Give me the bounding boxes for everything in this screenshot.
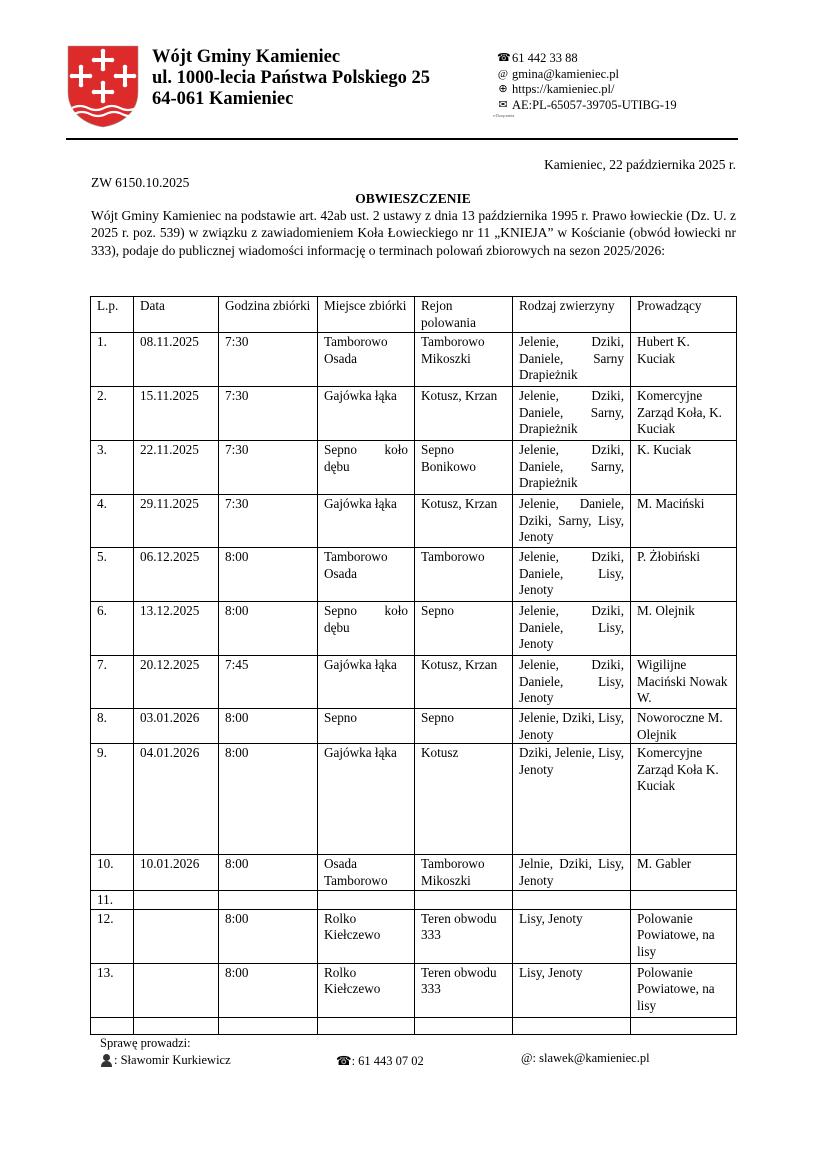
contact-block bbox=[497, 51, 677, 113]
hunt-schedule-table bbox=[90, 296, 737, 1035]
table-cell: 8:00 bbox=[219, 548, 318, 602]
contact-edelivery bbox=[497, 98, 677, 114]
table-cell bbox=[513, 1017, 631, 1034]
office-header bbox=[152, 47, 430, 110]
contact-website[interactable] bbox=[497, 82, 677, 98]
contact-phone bbox=[497, 51, 677, 67]
table-cell: Teren obwodu 333 bbox=[415, 963, 513, 1017]
office-name: Wójt Gminy Kamieniec bbox=[152, 47, 341, 67]
table-row bbox=[91, 656, 737, 709]
case-handler-phone-text: : 61 443 07 02 bbox=[351, 1054, 424, 1068]
table-cell: Jelenie, Daniele, Dziki, Sarny, Lisy, Jenoty bbox=[513, 495, 631, 548]
document-heading: OBWIESZCZENIE bbox=[355, 191, 471, 206]
table-cell: K. Kuciak bbox=[631, 441, 737, 495]
header-cell: Rejon polowania bbox=[415, 297, 513, 333]
table-cell: 7:30 bbox=[219, 495, 318, 548]
table-cell bbox=[219, 1017, 318, 1034]
case-handler-email-text[interactable]: : slawek@kamieniec.pl bbox=[532, 1051, 650, 1065]
table-cell bbox=[134, 909, 219, 963]
table-cell: Lisy, Jenoty bbox=[513, 963, 631, 1017]
table-cell bbox=[134, 891, 219, 910]
contact-email-text[interactable]: gmina@kamieniec.pl bbox=[512, 66, 619, 81]
table-cell bbox=[631, 891, 737, 910]
table-cell: Osada Tamborowo bbox=[318, 855, 415, 891]
table-cell: 8:00 bbox=[219, 963, 318, 1017]
table-cell: 4. bbox=[91, 495, 134, 548]
table-cell: Sepno koło dębu bbox=[318, 602, 415, 656]
table-cell: 7:30 bbox=[219, 333, 318, 387]
table-cell: 29.11.2025 bbox=[134, 495, 219, 548]
office-postcode-city: 64-061 Kamieniec bbox=[152, 89, 294, 109]
table-cell: Wigilijne Maciński Nowak W. bbox=[631, 656, 737, 709]
table-cell: 7:30 bbox=[219, 441, 318, 495]
table-cell: 10.01.2026 bbox=[134, 855, 219, 891]
header-cell: Godzina zbiórki bbox=[219, 297, 318, 333]
case-handler-phone bbox=[336, 1053, 424, 1069]
table-cell: 12. bbox=[91, 909, 134, 963]
table-cell: Jelenie, Dziki, Daniele, Sarny Drapieżnik bbox=[513, 333, 631, 387]
table-row bbox=[91, 909, 737, 963]
table-cell: 8. bbox=[91, 709, 134, 744]
table-row bbox=[91, 963, 737, 1017]
contact-email[interactable] bbox=[497, 67, 677, 83]
table-cell: 5. bbox=[91, 548, 134, 602]
table-cell: Jelenie, Dziki, Daniele, Lisy, Jenoty bbox=[513, 548, 631, 602]
table-row bbox=[91, 744, 737, 855]
table-row bbox=[91, 602, 737, 656]
table-cell: Noworoczne M. Olejnik bbox=[631, 709, 737, 744]
table-cell: Gajówka łąka bbox=[318, 387, 415, 441]
table-cell: M. Maciński bbox=[631, 495, 737, 548]
table-cell bbox=[134, 1017, 219, 1034]
case-handler-email[interactable] bbox=[521, 1051, 650, 1066]
case-handler bbox=[100, 1053, 231, 1068]
table-cell: 13.12.2025 bbox=[134, 602, 219, 656]
table-cell: Gajówka łąka bbox=[318, 744, 415, 855]
table-cell: 8:00 bbox=[219, 909, 318, 963]
table-cell: 7:30 bbox=[219, 387, 318, 441]
table-cell: 8:00 bbox=[219, 855, 318, 891]
table-header-row bbox=[91, 297, 737, 333]
table-cell: 06.12.2025 bbox=[134, 548, 219, 602]
table-cell: 08.11.2025 bbox=[134, 333, 219, 387]
table-cell: Tamborowo Mikoszki bbox=[415, 333, 513, 387]
edelivery-label: e-Doręczenia bbox=[493, 113, 515, 118]
table-cell: 03.01.2026 bbox=[134, 709, 219, 744]
table-cell: Sepno bbox=[318, 709, 415, 744]
table-cell: 10. bbox=[91, 855, 134, 891]
table-cell: 9. bbox=[91, 744, 134, 855]
table-row bbox=[91, 548, 737, 602]
table-cell: 13. bbox=[91, 963, 134, 1017]
at-icon: @ bbox=[497, 67, 509, 80]
table-cell: 8:00 bbox=[219, 744, 318, 855]
table-cell: 3. bbox=[91, 441, 134, 495]
table-cell: Kotusz bbox=[415, 744, 513, 855]
table-cell: Gajówka łąka bbox=[318, 495, 415, 548]
table-cell: Komercyjne Zarząd Koła, K. Kuciak bbox=[631, 387, 737, 441]
table-cell: 7:45 bbox=[219, 656, 318, 709]
at-icon: @ bbox=[521, 1051, 533, 1065]
table-row bbox=[91, 387, 737, 441]
header-divider bbox=[66, 138, 738, 140]
table-cell bbox=[219, 891, 318, 910]
reference-number: ZW 6150.10.2025 bbox=[91, 175, 190, 190]
table-cell: 1. bbox=[91, 333, 134, 387]
table-cell: Teren obwodu 333 bbox=[415, 909, 513, 963]
table-cell: Tamborowo Mikoszki bbox=[415, 855, 513, 891]
table-cell: Jelnie, Dziki, Lisy, Jenoty bbox=[513, 855, 631, 891]
table-cell: Kotusz, Krzan bbox=[415, 656, 513, 709]
header-cell: L.p. bbox=[91, 297, 134, 333]
contact-edelivery-text: AE:PL-65057-39705-UTIBG-19 bbox=[512, 97, 677, 112]
table-cell: 20.12.2025 bbox=[134, 656, 219, 709]
table-cell: 04.01.2026 bbox=[134, 744, 219, 855]
table-cell bbox=[513, 891, 631, 910]
phone-icon: ☎ bbox=[336, 1054, 352, 1068]
table-cell: Tamborowo Osada bbox=[318, 333, 415, 387]
table-cell: Kotusz, Krzan bbox=[415, 495, 513, 548]
table-cell: Sepno koło dębu bbox=[318, 441, 415, 495]
table-cell bbox=[415, 891, 513, 910]
header-cell: Prowadzący bbox=[631, 297, 737, 333]
table-cell: Jelenie, Dziki, Daniele, Sarny, Drapieżnik bbox=[513, 441, 631, 495]
table-row bbox=[91, 333, 737, 387]
table-cell: 2. bbox=[91, 387, 134, 441]
coat-of-arms-logo bbox=[66, 44, 140, 128]
table-row bbox=[91, 855, 737, 891]
table-cell: 22.11.2025 bbox=[134, 441, 219, 495]
table-cell bbox=[91, 1017, 134, 1034]
table-cell: Jelenie, Dziki, Daniele, Lisy, Jenoty bbox=[513, 602, 631, 656]
table-cell: Rolko Kiełczewo bbox=[318, 909, 415, 963]
table-cell: Komercyjne Zarząd Koła K. Kuciak bbox=[631, 744, 737, 855]
table-cell: M. Gabler bbox=[631, 855, 737, 891]
table-row bbox=[91, 441, 737, 495]
table-cell: Dziki, Jelenie, Lisy, Jenoty bbox=[513, 744, 631, 855]
table-row bbox=[91, 709, 737, 744]
table-row bbox=[91, 891, 737, 910]
case-handler-name: : Sławomir Kurkiewicz bbox=[114, 1053, 231, 1067]
table-cell: 8:00 bbox=[219, 709, 318, 744]
table-cell: Kotusz, Krzan bbox=[415, 387, 513, 441]
table-cell bbox=[318, 1017, 415, 1034]
office-street: ul. 1000-lecia Państwa Polskiego 25 bbox=[152, 68, 431, 88]
table-cell: Rolko Kiełczewo bbox=[318, 963, 415, 1017]
table-cell: 15.11.2025 bbox=[134, 387, 219, 441]
table-cell bbox=[134, 963, 219, 1017]
table-row bbox=[91, 495, 737, 548]
person-icon bbox=[100, 1054, 113, 1067]
globe-icon: ⊕ bbox=[498, 83, 508, 95]
envelope-icon: ✉ bbox=[498, 98, 508, 111]
table-cell: Tamborowo Osada bbox=[318, 548, 415, 602]
case-handler-label: Sprawę prowadzi: bbox=[100, 1036, 191, 1050]
table-cell: Lisy, Jenoty bbox=[513, 909, 631, 963]
contact-website-text[interactable]: https://kamieniec.pl/ bbox=[512, 82, 615, 96]
table-cell bbox=[631, 1017, 737, 1034]
header-cell: Miejsce zbiórki bbox=[318, 297, 415, 333]
table-cell: 6. bbox=[91, 602, 134, 656]
table-cell: Jelenie, Dziki, Daniele, Lisy, Jenoty bbox=[513, 656, 631, 709]
table-cell: 7. bbox=[91, 656, 134, 709]
table-cell: P. Żłobiński bbox=[631, 548, 737, 602]
table-cell: 8:00 bbox=[219, 602, 318, 656]
header-cell: Rodzaj zwierzyny bbox=[513, 297, 631, 333]
table-cell: 11. bbox=[91, 891, 134, 910]
header-cell: Data bbox=[134, 297, 219, 333]
table-cell: Tamborowo bbox=[415, 548, 513, 602]
phone-icon: ☎ bbox=[497, 52, 511, 64]
place-date: Kamieniec, 22 października 2025 r. bbox=[544, 157, 736, 172]
table-cell: Hubert K. Kuciak bbox=[631, 333, 737, 387]
table-cell bbox=[415, 1017, 513, 1034]
table-cell: Sepno bbox=[415, 709, 513, 744]
table-row bbox=[91, 1017, 737, 1034]
table-cell: Polowanie Powiatowe, na lisy bbox=[631, 909, 737, 963]
table-cell: Jelenie, Dziki, Lisy, Jenoty bbox=[513, 709, 631, 744]
table-cell bbox=[318, 891, 415, 910]
table-cell: Gajówka łąka bbox=[318, 656, 415, 709]
intro-paragraph: Wójt Gminy Kamieniec na podstawie art. 42ab ust. 2 ustawy z dnia 13 października 1995 r. Prawo łowieckie (Dz. U. z 2025 r. poz. 539) w związku z zawiadomieniem Koła Łowieckiego nr 11 „KNIEJA” w Kościanie (obwód łowiecki nr 333), podaje do publicznej wiadomości informację o terminach polowań zbiorowych na sezon 2025/2026: bbox=[91, 208, 736, 258]
table-cell: Jelenie, Dziki, Daniele, Sarny, Drapieżnik bbox=[513, 387, 631, 441]
table-cell: Sepno Bonikowo bbox=[415, 441, 513, 495]
table-cell: Sepno bbox=[415, 602, 513, 656]
table-cell: M. Olejnik bbox=[631, 602, 737, 656]
contact-phone-text: 61 442 33 88 bbox=[512, 51, 578, 65]
table-cell: Polowanie Powiatowe, na lisy bbox=[631, 963, 737, 1017]
